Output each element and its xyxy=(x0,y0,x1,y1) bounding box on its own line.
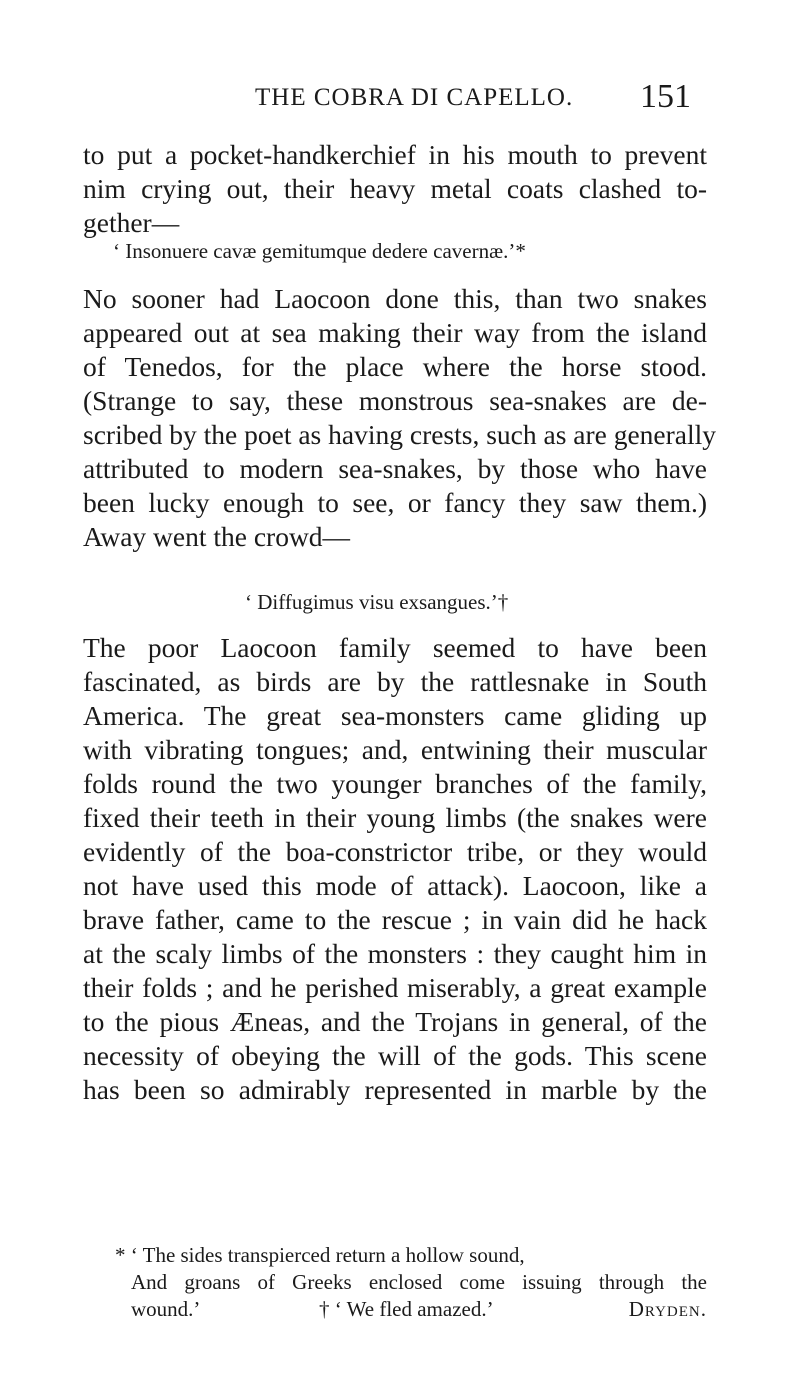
footnote-line xyxy=(83,1296,707,1323)
footnote-text: wound.’ xyxy=(131,1297,201,1321)
text-line: gether— xyxy=(83,207,180,238)
paragraph-2 xyxy=(83,282,717,554)
paragraph-3 xyxy=(83,631,707,1107)
paragraph-1 xyxy=(83,138,707,240)
latin-quote-1: ‘ Insonuere cavæ gemitumque dedere cavernæ.’* xyxy=(113,239,526,263)
text-line: fixed their teeth in their young limbs (the snakes were xyxy=(83,802,707,833)
text-line: with vibrating tongues; and, entwining their muscular xyxy=(83,734,707,765)
text-line: No sooner had Laocoon done this, than two snakes xyxy=(83,283,707,314)
latin-quote-2: ‘ Diffugimus visu exsangues.’† xyxy=(245,590,509,614)
text-line: Away went the crowd— xyxy=(83,521,351,552)
text-line: to put a pocket-handkerchief in his mouth to prevent xyxy=(83,139,707,170)
text-line: has been so admirably represented in marble by the xyxy=(83,1074,707,1105)
text-line: The poor Laocoon family seemed to have been xyxy=(83,632,707,663)
text-line: been lucky enough to see, or fancy they saw them.) xyxy=(83,487,707,518)
footnote-text: † ‘ We fled amazed.’ xyxy=(319,1297,494,1321)
footnote-attribution: Dryden. xyxy=(628,1297,707,1321)
text-line: of Tenedos, for the place where the horse stood. xyxy=(83,351,707,382)
text-line: evidently of the boa-constrictor tribe, or they would xyxy=(83,836,707,867)
text-line: scribed by the poet as having crests, such as are generally xyxy=(83,419,717,450)
text-line: fascinated, as birds are by the rattlesnake in South xyxy=(83,666,707,697)
text-line: America. The great sea-monsters came gliding up xyxy=(83,700,707,731)
footnotes xyxy=(83,1242,707,1323)
running-title: THE COBRA DI CAPELLO. xyxy=(255,84,574,111)
text-line: necessity of obeying the will of the gods. This scene xyxy=(83,1040,707,1071)
running-head xyxy=(0,78,800,118)
text-line: not have used this mode of attack). Laocoon, like a xyxy=(83,870,707,901)
text-line: nim crying out, their heavy metal coats clashed to- xyxy=(83,173,707,204)
footnote-line: And groans of Greeks enclosed come issuing through the xyxy=(131,1270,707,1294)
text-line: to the pious Æneas, and the Trojans in general, of the xyxy=(83,1006,707,1037)
text-line: folds round the two younger branches of the family, xyxy=(83,768,707,799)
page-number: 151 xyxy=(640,78,691,115)
text-line: brave father, came to the rescue ; in vain did he hack xyxy=(83,904,707,935)
text-line: their folds ; and he perished miserably, a great example xyxy=(83,972,707,1003)
text-line: attributed to modern sea-snakes, by those who have xyxy=(83,453,707,484)
text-line: at the scaly limbs of the monsters : they caught him in xyxy=(83,938,707,969)
footnote-line: * ‘ The sides transpierced return a hollow sound, xyxy=(115,1243,525,1267)
text-line: (Strange to say, these monstrous sea-snakes are de- xyxy=(83,385,707,416)
text-line: appeared out at sea making their way from the island xyxy=(83,317,707,348)
